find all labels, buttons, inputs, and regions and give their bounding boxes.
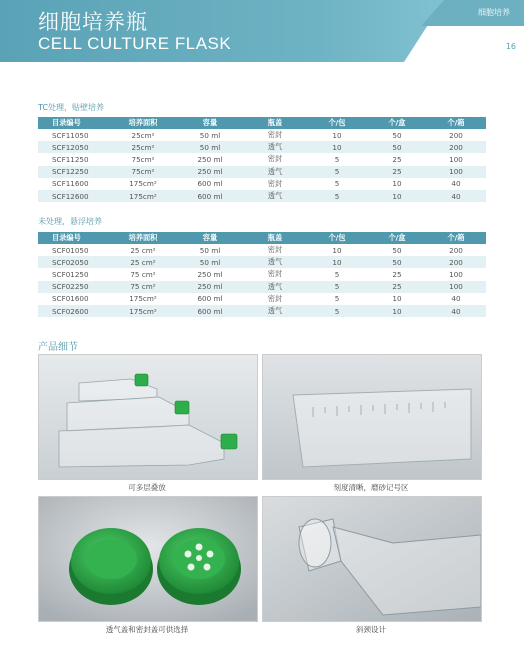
cell: 密封: [267, 154, 283, 164]
col-per-box: 个/盒: [368, 117, 426, 129]
cell: 175cm²: [110, 305, 176, 317]
photo-stacked-flasks: [38, 354, 258, 480]
cell: 50: [392, 130, 402, 140]
table-row: [38, 153, 486, 165]
photo-graduations: [262, 354, 482, 480]
cell: 10: [306, 256, 368, 268]
cell: 50 ml: [199, 245, 221, 255]
caption-caps: 透气盖和密封盖可供选择: [105, 625, 189, 634]
cell: 透气: [244, 166, 306, 178]
cell: 25cm²: [131, 130, 155, 140]
cell: 10: [306, 141, 368, 153]
table-row: [38, 281, 486, 293]
cell: 600 ml: [176, 305, 244, 317]
cell: 600 ml: [176, 190, 244, 202]
cell: SCF01250: [52, 269, 89, 279]
cell: 600 ml: [197, 294, 223, 304]
cell: 5: [334, 154, 340, 164]
cell: 5: [306, 190, 368, 202]
cell: 25: [392, 154, 402, 164]
cell: SCF11250: [52, 154, 89, 164]
cell: 10: [332, 130, 342, 140]
cell: 25: [368, 281, 426, 293]
cell: 40: [426, 190, 486, 202]
cell: 200: [426, 141, 486, 153]
cell: 100: [426, 281, 486, 293]
table-row: [38, 178, 486, 190]
table-row: [38, 293, 486, 305]
cell: 40: [451, 294, 461, 304]
graduations-image: [263, 355, 481, 479]
cell: SCF12600: [38, 190, 110, 202]
angled-neck-image: [263, 497, 481, 621]
cell: 250 ml: [176, 281, 244, 293]
cell: SCF02250: [38, 281, 110, 293]
col-volume: 容量: [176, 232, 244, 244]
cell: SCF12250: [38, 166, 110, 178]
caption-angled-neck: 斜颈设计: [356, 625, 386, 634]
cell: SCF01600: [52, 294, 89, 304]
cell: 175cm²: [129, 294, 157, 304]
cell: 50: [368, 256, 426, 268]
cell: 175cm²: [110, 190, 176, 202]
vented-cap: [157, 528, 241, 605]
cell: 密封: [267, 130, 283, 140]
table-header-row: [38, 117, 486, 129]
cell: 透气: [244, 281, 306, 293]
spec-table-untreated: [38, 232, 486, 317]
cell: SCF11600: [52, 179, 89, 189]
cell: 密封: [267, 269, 283, 279]
caption-stackable: 可多层叠放: [128, 483, 166, 492]
photo-angled-neck: [262, 496, 482, 622]
table-row: [38, 141, 486, 153]
col-catalog: 目录编号: [38, 232, 110, 244]
col-cap: 瓶盖: [244, 117, 306, 129]
title-chinese: 细胞培养瓶: [38, 10, 148, 34]
cell: 75cm²: [110, 166, 176, 178]
cell: 25: [368, 166, 426, 178]
cell: 密封: [267, 245, 283, 255]
cell: 5: [334, 179, 340, 189]
cell: 600 ml: [197, 179, 223, 189]
cell: 5: [334, 269, 340, 279]
table-1-heading: TC处理，贴壁培养: [38, 103, 105, 112]
col-per-box: 个/盒: [368, 232, 426, 244]
cell: 200: [449, 245, 463, 255]
cell: 密封: [267, 293, 283, 303]
cell: 透气: [244, 256, 306, 268]
cell: 200: [426, 256, 486, 268]
cell: 250 ml: [197, 269, 223, 279]
details-heading: 产品细节: [38, 342, 78, 353]
cell: 50: [368, 141, 426, 153]
table-row: [38, 129, 486, 141]
col-area: 培养面积: [110, 117, 176, 129]
cell: 透气: [244, 305, 306, 317]
cell: SCF02050: [38, 256, 110, 268]
cell: 100: [449, 269, 463, 279]
cell: 10: [368, 190, 426, 202]
cell: 50 ml: [176, 141, 244, 153]
table-row: [38, 244, 486, 256]
page-header: [0, 0, 524, 62]
page-number: 16: [505, 42, 516, 51]
col-cap: 瓶盖: [244, 232, 306, 244]
col-per-pack: 个/包: [306, 117, 368, 129]
cell: 透气: [244, 190, 306, 202]
cell: 250 ml: [176, 166, 244, 178]
cell: 100: [449, 154, 463, 164]
cell: 10: [368, 305, 426, 317]
caption-graduations: 刻度清晰，磨砂记号区: [333, 483, 409, 492]
spec-table-tc: [38, 117, 486, 202]
col-area: 培养面积: [110, 232, 176, 244]
cell: 250 ml: [197, 154, 223, 164]
caps-image: [39, 497, 257, 621]
cell: 25cm²: [110, 141, 176, 153]
cell: 50 ml: [176, 256, 244, 268]
cell: 175cm²: [129, 179, 157, 189]
title-english: CELL CULTURE FLASK: [38, 34, 232, 53]
cell: 10: [392, 179, 402, 189]
table-row: [38, 305, 486, 317]
cell: 75 cm²: [130, 269, 156, 279]
table-row: [38, 190, 486, 202]
section-tag: 细胞培养: [478, 8, 510, 17]
cell: 密封: [267, 178, 283, 188]
col-per-pack: 个/包: [306, 232, 368, 244]
stacked-flasks-image: [39, 355, 257, 479]
table-row: [38, 166, 486, 178]
cell: 5: [306, 281, 368, 293]
cell: 25 cm²: [130, 245, 156, 255]
cell: 50 ml: [199, 130, 221, 140]
col-volume: 容量: [176, 117, 244, 129]
sealed-cap: [69, 528, 153, 605]
col-catalog: 目录编号: [38, 117, 110, 129]
cell: 40: [451, 179, 461, 189]
cell: 50: [392, 245, 402, 255]
cell: SCF11050: [52, 130, 89, 140]
cell: 25: [392, 269, 402, 279]
cell: 10: [332, 245, 342, 255]
cell: 5: [306, 305, 368, 317]
cell: 40: [426, 305, 486, 317]
col-per-case: 个/箱: [426, 117, 486, 129]
cell: 100: [426, 166, 486, 178]
cell: 5: [334, 294, 340, 304]
table-2-heading: 未处理，悬浮培养: [38, 217, 102, 226]
col-per-case: 个/箱: [426, 232, 486, 244]
photo-caps: [38, 496, 258, 622]
cell: 25 cm²: [110, 256, 176, 268]
cell: 10: [392, 294, 402, 304]
cell: 200: [449, 130, 463, 140]
cell: 5: [306, 166, 368, 178]
cell: SCF01050: [52, 245, 89, 255]
table-row: [38, 268, 486, 280]
table-row: [38, 256, 486, 268]
cell: 75cm²: [131, 154, 155, 164]
cell: SCF02600: [38, 305, 110, 317]
table-header-row: [38, 232, 486, 244]
cell: 75 cm²: [110, 281, 176, 293]
cell: SCF12050: [38, 141, 110, 153]
cell: 透气: [244, 141, 306, 153]
